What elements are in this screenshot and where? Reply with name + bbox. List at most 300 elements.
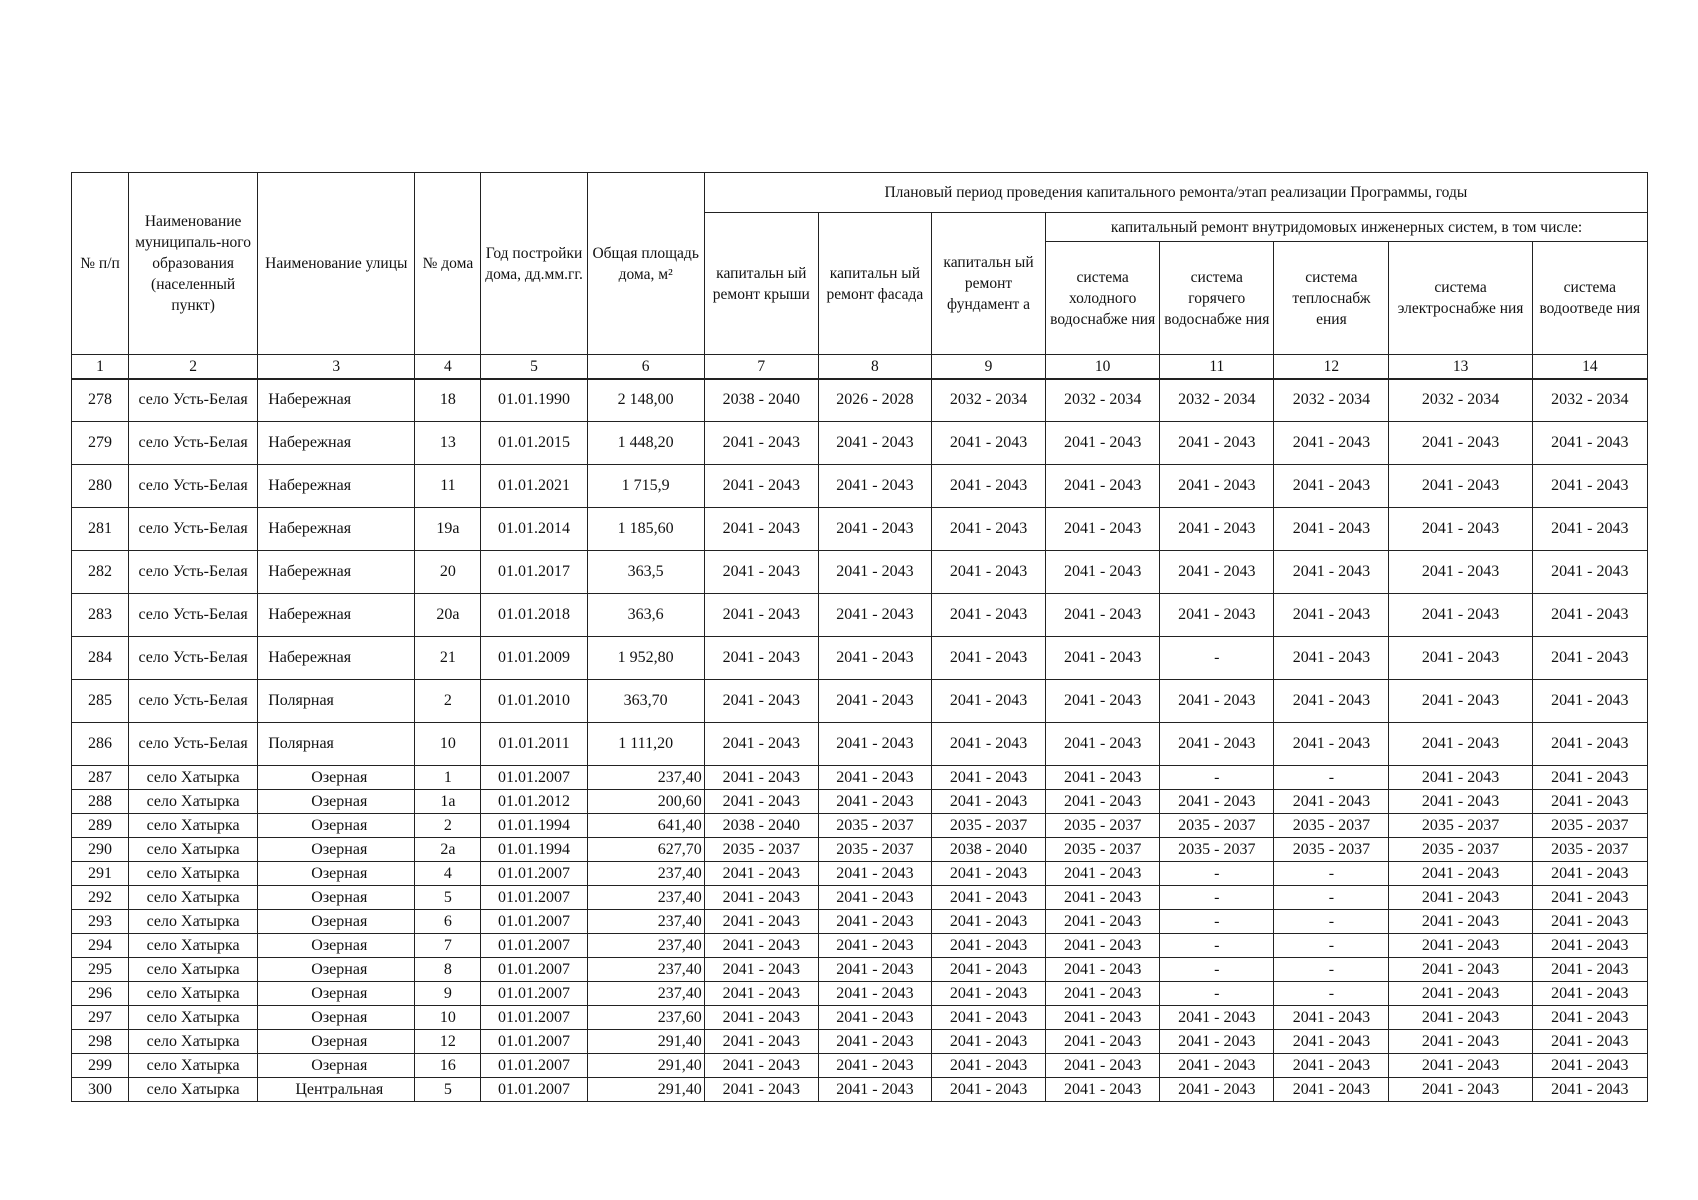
cell-facade-period: 2041 - 2043 [818,723,931,766]
table-row [72,680,1648,723]
cell-house-number: 2 [415,814,481,838]
cell-build-date: 01.01.2007 [481,958,587,982]
cell-street: Озерная [258,766,415,790]
cell-foundation-period: 2041 - 2043 [931,982,1045,1006]
cell-cold-water-period: 2041 - 2043 [1046,1006,1160,1030]
cell-sewer-period: 2041 - 2043 [1532,422,1647,465]
cell-sewer-period: 2041 - 2043 [1532,958,1647,982]
cell-cold-water-period: 2041 - 2043 [1046,422,1160,465]
cell-electric-period: 2035 - 2037 [1389,838,1532,862]
table-row [72,838,1648,862]
cell-roof-period: 2041 - 2043 [704,551,818,594]
cell-roof-period: 2041 - 2043 [704,790,818,814]
cell-hot-water-period: 2035 - 2037 [1160,838,1274,862]
cell-hot-water-period: 2041 - 2043 [1160,1030,1274,1054]
header-street: Наименование улицы [258,173,415,355]
cell-heating-period: 2035 - 2037 [1274,838,1389,862]
cell-cold-water-period: 2035 - 2037 [1046,814,1160,838]
cell-street: Полярная [258,723,415,766]
cell-street: Набережная [258,379,415,422]
cell-build-date: 01.01.2007 [481,766,587,790]
cell-foundation-period: 2041 - 2043 [931,790,1045,814]
header-sewer: система водоотведе ния [1532,242,1647,355]
cell-electric-period: 2032 - 2034 [1389,379,1532,422]
cell-row-number: 291 [72,862,129,886]
cell-street: Озерная [258,934,415,958]
cell-cold-water-period: 2041 - 2043 [1046,1030,1160,1054]
cell-hot-water-period: - [1160,766,1274,790]
cell-build-date: 01.01.2007 [481,934,587,958]
cell-facade-period: 2041 - 2043 [818,862,931,886]
cell-hot-water-period: 2035 - 2037 [1160,814,1274,838]
cell-roof-period: 2041 - 2043 [704,723,818,766]
cell-foundation-period: 2041 - 2043 [931,766,1045,790]
cell-row-number: 292 [72,886,129,910]
cell-settlement: село Усть-Белая [129,465,258,508]
cell-street: Озерная [258,790,415,814]
cell-heating-period: 2041 - 2043 [1274,551,1389,594]
cell-street: Озерная [258,886,415,910]
cell-row-number: 281 [72,508,129,551]
cell-row-number: 298 [72,1030,129,1054]
cell-row-number: 289 [72,814,129,838]
cell-roof-period: 2041 - 2043 [704,766,818,790]
column-number: 7 [704,355,818,379]
table-body [72,379,1648,1102]
cell-settlement: село Хатырка [129,766,258,790]
cell-hot-water-period: 2041 - 2043 [1160,422,1274,465]
cell-house-number: 13 [415,422,481,465]
cell-foundation-period: 2041 - 2043 [931,886,1045,910]
cell-facade-period: 2041 - 2043 [818,790,931,814]
cell-settlement: село Усть-Белая [129,379,258,422]
cell-settlement: село Хатырка [129,910,258,934]
cell-foundation-period: 2041 - 2043 [931,508,1045,551]
cell-heating-period: 2041 - 2043 [1274,594,1389,637]
cell-total-area: 237,40 [587,862,704,886]
cell-hot-water-period: 2041 - 2043 [1160,1054,1274,1078]
cell-sewer-period: 2041 - 2043 [1532,594,1647,637]
cell-foundation-period: 2041 - 2043 [931,465,1045,508]
cell-build-date: 01.01.1994 [481,814,587,838]
column-number: 9 [931,355,1045,379]
cell-build-date: 01.01.2012 [481,790,587,814]
cell-house-number: 16 [415,1054,481,1078]
cell-street: Озерная [258,958,415,982]
cell-hot-water-period: - [1160,862,1274,886]
cell-street: Набережная [258,594,415,637]
cell-settlement: село Хатырка [129,1006,258,1030]
cell-roof-period: 2035 - 2037 [704,838,818,862]
column-number: 11 [1160,355,1274,379]
cell-foundation-period: 2041 - 2043 [931,551,1045,594]
table-row [72,766,1648,790]
table-row [72,594,1648,637]
cell-build-date: 01.01.1994 [481,838,587,862]
table-row [72,958,1648,982]
cell-sewer-period: 2035 - 2037 [1532,838,1647,862]
cell-roof-period: 2041 - 2043 [704,1006,818,1030]
cell-row-number: 287 [72,766,129,790]
cell-heating-period: - [1274,766,1389,790]
cell-cold-water-period: 2041 - 2043 [1046,958,1160,982]
table-header [72,173,1648,379]
cell-hot-water-period: 2041 - 2043 [1160,723,1274,766]
cell-house-number: 8 [415,958,481,982]
cell-electric-period: 2041 - 2043 [1389,508,1532,551]
cell-facade-period: 2041 - 2043 [818,958,931,982]
cell-foundation-period: 2041 - 2043 [931,934,1045,958]
cell-house-number: 2 [415,680,481,723]
cell-foundation-period: 2041 - 2043 [931,680,1045,723]
cell-total-area: 237,40 [587,766,704,790]
cell-hot-water-period: - [1160,910,1274,934]
cell-foundation-period: 2041 - 2043 [931,1054,1045,1078]
cell-total-area: 291,40 [587,1078,704,1102]
cell-build-date: 01.01.1990 [481,379,587,422]
cell-street: Озерная [258,910,415,934]
cell-facade-period: 2041 - 2043 [818,1078,931,1102]
cell-cold-water-period: 2041 - 2043 [1046,886,1160,910]
cell-build-date: 01.01.2009 [481,637,587,680]
cell-sewer-period: 2041 - 2043 [1532,862,1647,886]
cell-heating-period: 2041 - 2043 [1274,508,1389,551]
cell-hot-water-period: - [1160,982,1274,1006]
cell-facade-period: 2041 - 2043 [818,508,931,551]
cell-foundation-period: 2041 - 2043 [931,723,1045,766]
cell-electric-period: 2035 - 2037 [1389,814,1532,838]
cell-cold-water-period: 2041 - 2043 [1046,465,1160,508]
cell-heating-period: - [1274,862,1389,886]
column-number: 8 [818,355,931,379]
cell-electric-period: 2041 - 2043 [1389,790,1532,814]
cell-hot-water-period: 2041 - 2043 [1160,465,1274,508]
cell-sewer-period: 2041 - 2043 [1532,465,1647,508]
cell-total-area: 237,40 [587,886,704,910]
cell-hot-water-period: - [1160,637,1274,680]
cell-cold-water-period: 2041 - 2043 [1046,862,1160,886]
cell-house-number: 2а [415,838,481,862]
cell-row-number: 296 [72,982,129,1006]
cell-house-number: 21 [415,637,481,680]
cell-cold-water-period: 2041 - 2043 [1046,637,1160,680]
cell-sewer-period: 2041 - 2043 [1532,551,1647,594]
cell-hot-water-period: - [1160,934,1274,958]
cell-row-number: 290 [72,838,129,862]
table-row [72,379,1648,422]
table-row [72,982,1648,1006]
cell-electric-period: 2041 - 2043 [1389,594,1532,637]
cell-row-number: 293 [72,910,129,934]
cell-heating-period: 2035 - 2037 [1274,814,1389,838]
cell-sewer-period: 2041 - 2043 [1532,790,1647,814]
cell-foundation-period: 2041 - 2043 [931,1078,1045,1102]
cell-row-number: 299 [72,1054,129,1078]
cell-settlement: село Хатырка [129,862,258,886]
cell-row-number: 285 [72,680,129,723]
cell-total-area: 237,40 [587,982,704,1006]
cell-hot-water-period: - [1160,886,1274,910]
cell-roof-period: 2041 - 2043 [704,958,818,982]
cell-electric-period: 2041 - 2043 [1389,958,1532,982]
cell-build-date: 01.01.2007 [481,1006,587,1030]
cell-facade-period: 2041 - 2043 [818,766,931,790]
cell-row-number: 295 [72,958,129,982]
cell-heating-period: 2041 - 2043 [1274,723,1389,766]
cell-total-area: 237,40 [587,910,704,934]
cell-cold-water-period: 2041 - 2043 [1046,1054,1160,1078]
cell-house-number: 20а [415,594,481,637]
column-number: 1 [72,355,129,379]
cell-settlement: село Хатырка [129,886,258,910]
cell-house-number: 18 [415,379,481,422]
column-number: 2 [129,355,258,379]
cell-house-number: 1 [415,766,481,790]
cell-hot-water-period: 2041 - 2043 [1160,508,1274,551]
cell-build-date: 01.01.2007 [481,1030,587,1054]
cell-facade-period: 2041 - 2043 [818,910,931,934]
table-row [72,910,1648,934]
cell-facade-period: 2041 - 2043 [818,465,931,508]
cell-heating-period: - [1274,934,1389,958]
table-row [72,723,1648,766]
cell-foundation-period: 2035 - 2037 [931,814,1045,838]
cell-facade-period: 2041 - 2043 [818,934,931,958]
cell-settlement: село Усть-Белая [129,508,258,551]
cell-sewer-period: 2041 - 2043 [1532,508,1647,551]
cell-house-number: 19а [415,508,481,551]
table-row [72,1006,1648,1030]
cell-house-number: 6 [415,910,481,934]
cell-electric-period: 2041 - 2043 [1389,982,1532,1006]
cell-street: Набережная [258,637,415,680]
cell-roof-period: 2041 - 2043 [704,934,818,958]
cell-electric-period: 2041 - 2043 [1389,766,1532,790]
cell-electric-period: 2041 - 2043 [1389,934,1532,958]
cell-build-date: 01.01.2011 [481,723,587,766]
cell-build-date: 01.01.2007 [481,1078,587,1102]
cell-house-number: 5 [415,886,481,910]
cell-heating-period: 2032 - 2034 [1274,379,1389,422]
cell-total-area: 237,40 [587,958,704,982]
cell-row-number: 297 [72,1006,129,1030]
cell-cold-water-period: 2041 - 2043 [1046,934,1160,958]
table-row [72,422,1648,465]
cell-roof-period: 2041 - 2043 [704,886,818,910]
cell-electric-period: 2041 - 2043 [1389,422,1532,465]
cell-facade-period: 2041 - 2043 [818,637,931,680]
cell-build-date: 01.01.2010 [481,680,587,723]
cell-build-date: 01.01.2007 [481,910,587,934]
capital-repair-table [71,172,1648,1102]
table-row [72,637,1648,680]
cell-cold-water-period: 2041 - 2043 [1046,982,1160,1006]
cell-settlement: село Усть-Белая [129,422,258,465]
cell-house-number: 10 [415,1006,481,1030]
column-number: 14 [1532,355,1647,379]
cell-foundation-period: 2041 - 2043 [931,422,1045,465]
cell-settlement: село Хатырка [129,958,258,982]
cell-settlement: село Усть-Белая [129,551,258,594]
cell-street: Набережная [258,508,415,551]
cell-total-area: 363,70 [587,680,704,723]
cell-house-number: 12 [415,1030,481,1054]
cell-street: Полярная [258,680,415,723]
header-settlement: Наименование муниципаль-ного образования (населенный пункт) [129,173,258,355]
cell-settlement: село Хатырка [129,1054,258,1078]
cell-sewer-period: 2041 - 2043 [1532,1078,1647,1102]
cell-total-area: 1 185,60 [587,508,704,551]
table-row [72,814,1648,838]
cell-roof-period: 2041 - 2043 [704,1078,818,1102]
header-house: № дома [415,173,481,355]
cell-facade-period: 2041 - 2043 [818,1006,931,1030]
cell-row-number: 300 [72,1078,129,1102]
column-number: 13 [1389,355,1532,379]
cell-street: Центральная [258,1078,415,1102]
cell-total-area: 641,40 [587,814,704,838]
column-numbers-row [72,355,1648,379]
cell-cold-water-period: 2035 - 2037 [1046,838,1160,862]
cell-facade-period: 2041 - 2043 [818,1030,931,1054]
cell-row-number: 288 [72,790,129,814]
cell-settlement: село Хатырка [129,982,258,1006]
cell-house-number: 5 [415,1078,481,1102]
cell-electric-period: 2041 - 2043 [1389,551,1532,594]
cell-hot-water-period: 2041 - 2043 [1160,1078,1274,1102]
cell-sewer-period: 2041 - 2043 [1532,1030,1647,1054]
cell-electric-period: 2041 - 2043 [1389,637,1532,680]
cell-foundation-period: 2041 - 2043 [931,637,1045,680]
cell-sewer-period: 2035 - 2037 [1532,814,1647,838]
cell-roof-period: 2041 - 2043 [704,422,818,465]
column-number: 6 [587,355,704,379]
cell-hot-water-period: 2041 - 2043 [1160,1006,1274,1030]
cell-cold-water-period: 2041 - 2043 [1046,766,1160,790]
cell-facade-period: 2041 - 2043 [818,680,931,723]
cell-total-area: 291,40 [587,1030,704,1054]
cell-roof-period: 2041 - 2043 [704,1030,818,1054]
cell-total-area: 363,5 [587,551,704,594]
cell-electric-period: 2041 - 2043 [1389,1054,1532,1078]
cell-hot-water-period: - [1160,958,1274,982]
cell-row-number: 278 [72,379,129,422]
table-row [72,790,1648,814]
cell-cold-water-period: 2041 - 2043 [1046,910,1160,934]
cell-facade-period: 2041 - 2043 [818,1054,931,1078]
header-build-date: Год постройки дома, дд.мм.гг. [481,173,587,355]
header-engineering: капитальный ремонт внутридомовых инженерных систем, в том числе: [1046,213,1648,242]
cell-roof-period: 2038 - 2040 [704,379,818,422]
header-number: № п/п [72,173,129,355]
cell-build-date: 01.01.2007 [481,982,587,1006]
cell-foundation-period: 2041 - 2043 [931,1006,1045,1030]
cell-sewer-period: 2041 - 2043 [1532,1054,1647,1078]
cell-roof-period: 2041 - 2043 [704,910,818,934]
cell-sewer-period: 2041 - 2043 [1532,680,1647,723]
cell-facade-period: 2041 - 2043 [818,551,931,594]
cell-roof-period: 2041 - 2043 [704,465,818,508]
header-roof: капитальн ый ремонт крыши [704,213,818,355]
header-cold-water: система холодного водоснабже ния [1046,242,1160,355]
cell-build-date: 01.01.2014 [481,508,587,551]
cell-facade-period: 2035 - 2037 [818,814,931,838]
cell-total-area: 200,60 [587,790,704,814]
cell-sewer-period: 2041 - 2043 [1532,766,1647,790]
cell-total-area: 627,70 [587,838,704,862]
cell-electric-period: 2041 - 2043 [1389,1006,1532,1030]
cell-cold-water-period: 2041 - 2043 [1046,551,1160,594]
cell-heating-period: 2041 - 2043 [1274,422,1389,465]
cell-street: Озерная [258,862,415,886]
cell-foundation-period: 2041 - 2043 [931,910,1045,934]
cell-street: Озерная [258,1006,415,1030]
cell-street: Набережная [258,551,415,594]
cell-hot-water-period: 2041 - 2043 [1160,551,1274,594]
cell-electric-period: 2041 - 2043 [1389,1078,1532,1102]
cell-cold-water-period: 2041 - 2043 [1046,508,1160,551]
cell-street: Озерная [258,1054,415,1078]
cell-sewer-period: 2041 - 2043 [1532,637,1647,680]
cell-build-date: 01.01.2021 [481,465,587,508]
cell-row-number: 294 [72,934,129,958]
cell-house-number: 4 [415,862,481,886]
cell-settlement: село Хатырка [129,1030,258,1054]
cell-heating-period: 2041 - 2043 [1274,637,1389,680]
cell-heating-period: 2041 - 2043 [1274,1030,1389,1054]
cell-total-area: 1 715,9 [587,465,704,508]
cell-facade-period: 2041 - 2043 [818,982,931,1006]
cell-heating-period: 2041 - 2043 [1274,465,1389,508]
cell-hot-water-period: 2041 - 2043 [1160,790,1274,814]
cell-sewer-period: 2041 - 2043 [1532,723,1647,766]
cell-sewer-period: 2041 - 2043 [1532,934,1647,958]
table-row [72,1054,1648,1078]
cell-row-number: 280 [72,465,129,508]
cell-foundation-period: 2041 - 2043 [931,594,1045,637]
cell-heating-period: 2041 - 2043 [1274,1078,1389,1102]
cell-settlement: село Хатырка [129,790,258,814]
cell-foundation-period: 2041 - 2043 [931,958,1045,982]
cell-roof-period: 2041 - 2043 [704,637,818,680]
cell-electric-period: 2041 - 2043 [1389,1030,1532,1054]
cell-row-number: 284 [72,637,129,680]
header-electric: система электроснабже ния [1389,242,1532,355]
cell-roof-period: 2038 - 2040 [704,814,818,838]
cell-roof-period: 2041 - 2043 [704,680,818,723]
table-row [72,862,1648,886]
cell-facade-period: 2035 - 2037 [818,838,931,862]
cell-heating-period: - [1274,982,1389,1006]
cell-sewer-period: 2041 - 2043 [1532,910,1647,934]
cell-settlement: село Усть-Белая [129,594,258,637]
cell-cold-water-period: 2041 - 2043 [1046,790,1160,814]
cell-foundation-period: 2032 - 2034 [931,379,1045,422]
table-row [72,508,1648,551]
cell-street: Набережная [258,465,415,508]
cell-settlement: село Хатырка [129,934,258,958]
cell-street: Озерная [258,814,415,838]
cell-house-number: 11 [415,465,481,508]
cell-settlement: село Хатырка [129,1078,258,1102]
cell-street: Озерная [258,1030,415,1054]
cell-build-date: 01.01.2017 [481,551,587,594]
header-heat: система теплоснабж ения [1274,242,1389,355]
cell-foundation-period: 2038 - 2040 [931,838,1045,862]
cell-total-area: 291,40 [587,1054,704,1078]
table-row [72,1030,1648,1054]
cell-row-number: 283 [72,594,129,637]
